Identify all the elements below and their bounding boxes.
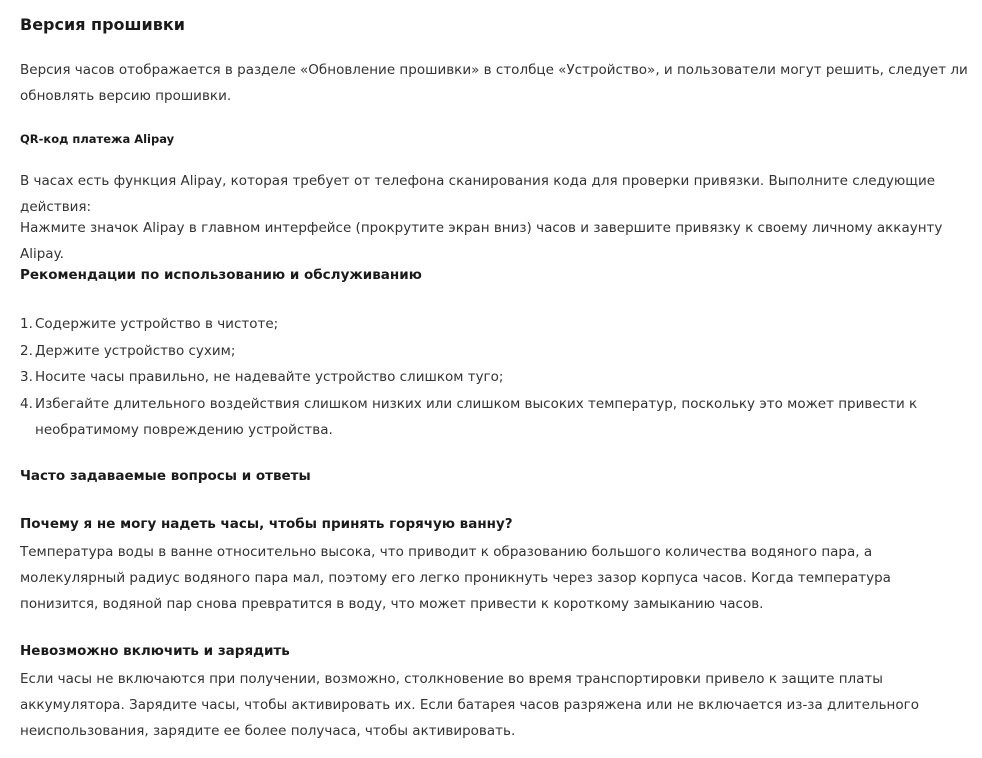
alipay-paragraph-1: В часах есть функция Alipay, которая требует от телефона сканирования кода для проверки привязки. Выполните следующие действия: [20,173,936,215]
list-item-text: Избегайте длительного воздействия слишком низких или слишком высоких температур, поскольку это может привести к необратимому повреждению устройства. [35,395,918,438]
list-item-number: 2. [20,342,33,359]
alipay-paragraph-2: Нажмите значок Alipay в главном интерфейсе (прокрутите экран вниз) часов и завершите привязку к своему личному аккаунту Alipay. [20,220,943,262]
faq-answer-1: Температура воды в ванне относительно высока, что приводит к образованию большого количества водяного пара, а молекулярный радиус водяного пара мал, поэтому его легко проникнуть через зазор корпуса часов. Когда температура понизится, водяной пар снова превратится в воду, что может привести к короткому замыканию часов. [20,544,891,612]
faq-heading: Часто задаваемые вопросы и ответы [20,468,311,484]
recommendations-list [20,311,970,444]
list-item [20,311,970,338]
list-item-number: 1. [20,316,33,332]
faq-question-1: Почему я не могу надеть часы, чтобы принять горячую ванну? [20,516,513,532]
list-item [20,338,970,365]
firmware-paragraph: Версия часов отображается в разделе «Обновление прошивки» в столбце «Устройство», и пользователи могут решить, следует ли обновлять версию прошивки. [20,62,968,104]
list-item-number: 3. [20,369,33,385]
list-item-text: Держите устройство сухим; [35,342,236,359]
alipay-heading: QR-код платежа Alipay [20,132,175,146]
faq-answer-2: Если часы не включаются при получении, возможно, столкновение во время транспортировки привело к защите платы аккумулятора. Зарядите часы, чтобы активировать их. Если батарея часов разряжена или не включается из-за длительного неиспользования, зарядите ее более получаса, чтобы активировать. [20,671,919,739]
list-item-text: Носите часы правильно, не надевайте устройство слишком туго; [35,369,504,385]
faq-question-2: Невозможно включить и зарядить [20,643,290,659]
recommendations-heading: Рекомендации по использованию и обслуживанию [20,267,422,283]
list-item [20,364,970,391]
list-item-number: 4. [20,395,33,412]
list-item-text: Содержите устройство в чистоте; [35,316,279,332]
list-item [20,391,970,444]
firmware-heading: Версия прошивки [20,15,185,34]
